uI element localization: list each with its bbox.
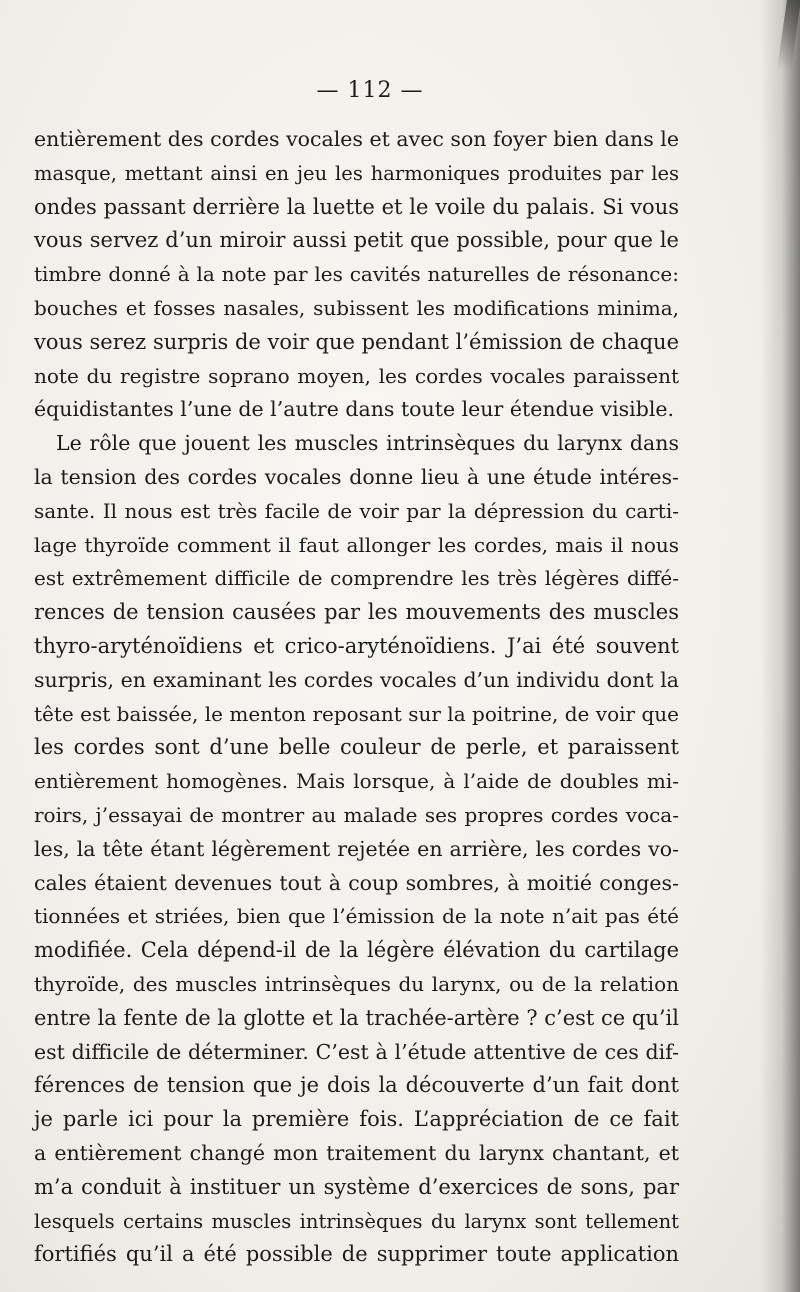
text-line: bouches et fosses nasales, subissent les modifications minima, <box>34 295 679 320</box>
text-line: est extrêmement difficile de comprendre les très légères diffé- <box>34 566 679 591</box>
text-line: surpris, en examinant les cordes vocales d’un individu dont la <box>34 667 679 692</box>
text-line: note du registre soprano moyen, les cordes vocales paraissent <box>34 363 679 388</box>
text-line: entièrement homogènes. Mais lorsque, à l’aide de doubles mi- <box>34 769 679 794</box>
text-line: Le rôle que jouent les muscles intrinsèques du larynx dans <box>56 431 679 456</box>
text-line: les cordes sont d’une belle couleur de perle, et paraissent <box>34 735 679 760</box>
text-line: lesquels certains muscles intrinsèques du larynx sont tellement <box>34 1209 679 1233</box>
text-line: férences de tension que je dois la découverte d’un fait dont <box>34 1073 679 1098</box>
text-line: vous serez surpris de voir que pendant l’émission de chaque <box>34 329 679 354</box>
text-line: thyroïde, des muscles intrinsèques du larynx, ou de la relation <box>34 971 679 996</box>
text-line: fortifiés qu’il a été possible de supprimer toute application <box>34 1242 679 1267</box>
text-line: lage thyroïde comment il faut allonger les cordes, mais il nous <box>34 532 679 557</box>
text-line: les, la tête étant légèrement rejetée en arrière, les cordes vo- <box>34 836 679 861</box>
text-line: sante. Il nous est très facile de voir par la dépression du carti- <box>34 498 679 523</box>
text-line: masque, mettant ainsi en jeu les harmoniques produites par les <box>34 161 679 185</box>
text-line: équidistantes l’une de l’autre dans toute leur étendue visible. <box>34 397 675 422</box>
text-line: ondes passant derrière la luette et le voile du palais. Si vous <box>34 194 679 219</box>
text-line: thyro-aryténoïdiens et crico-aryténoïdiens. J’ai été souvent <box>34 633 679 658</box>
text-line: cales étaient devenues tout à coup sombres, à moitié conges- <box>34 870 679 895</box>
text-line: entre la fente de la glotte et la trachée-artère ? c’est ce qu’il <box>34 1005 679 1030</box>
text-line: modifiée. Cela dépend-il de la légère élévation du cartilage <box>34 938 679 963</box>
text-line: roirs, j’essayai de montrer au malade ses propres cordes voca- <box>34 802 679 827</box>
page-edge-shadow <box>760 0 800 1292</box>
text-line: entièrement des cordes vocales et avec son foyer bien dans le <box>34 127 679 151</box>
text-line: tête est baissée, le menton reposant sur la poitrine, de voir que <box>34 701 679 726</box>
body-text <box>34 123 679 1272</box>
text-line: vous servez d’un miroir aussi petit que possible, pour que le <box>34 228 679 253</box>
text-line: m’a conduit à instituer un système d’exercices de sons, par <box>34 1174 679 1199</box>
text-line: je parle ici pour la première fois. L’appréciation de ce fait <box>34 1107 679 1132</box>
text-line: rences de tension causées par les mouvements des muscles <box>34 600 679 625</box>
text-line: tionnées et striées, bien que l’émission de la note n’ait pas été <box>34 904 679 929</box>
text-line: est difficile de déterminer. C’est à l’étude attentive de ces dif- <box>34 1039 679 1064</box>
text-line: a entièrement changé mon traitement du larynx chantant, et <box>34 1140 679 1165</box>
page-number: — 112 — <box>316 78 424 103</box>
text-line: la tension des cordes vocales donne lieu à une étude intéres- <box>34 464 679 489</box>
text-line: timbre donné à la note par les cavités naturelles de résonance: <box>34 262 679 287</box>
